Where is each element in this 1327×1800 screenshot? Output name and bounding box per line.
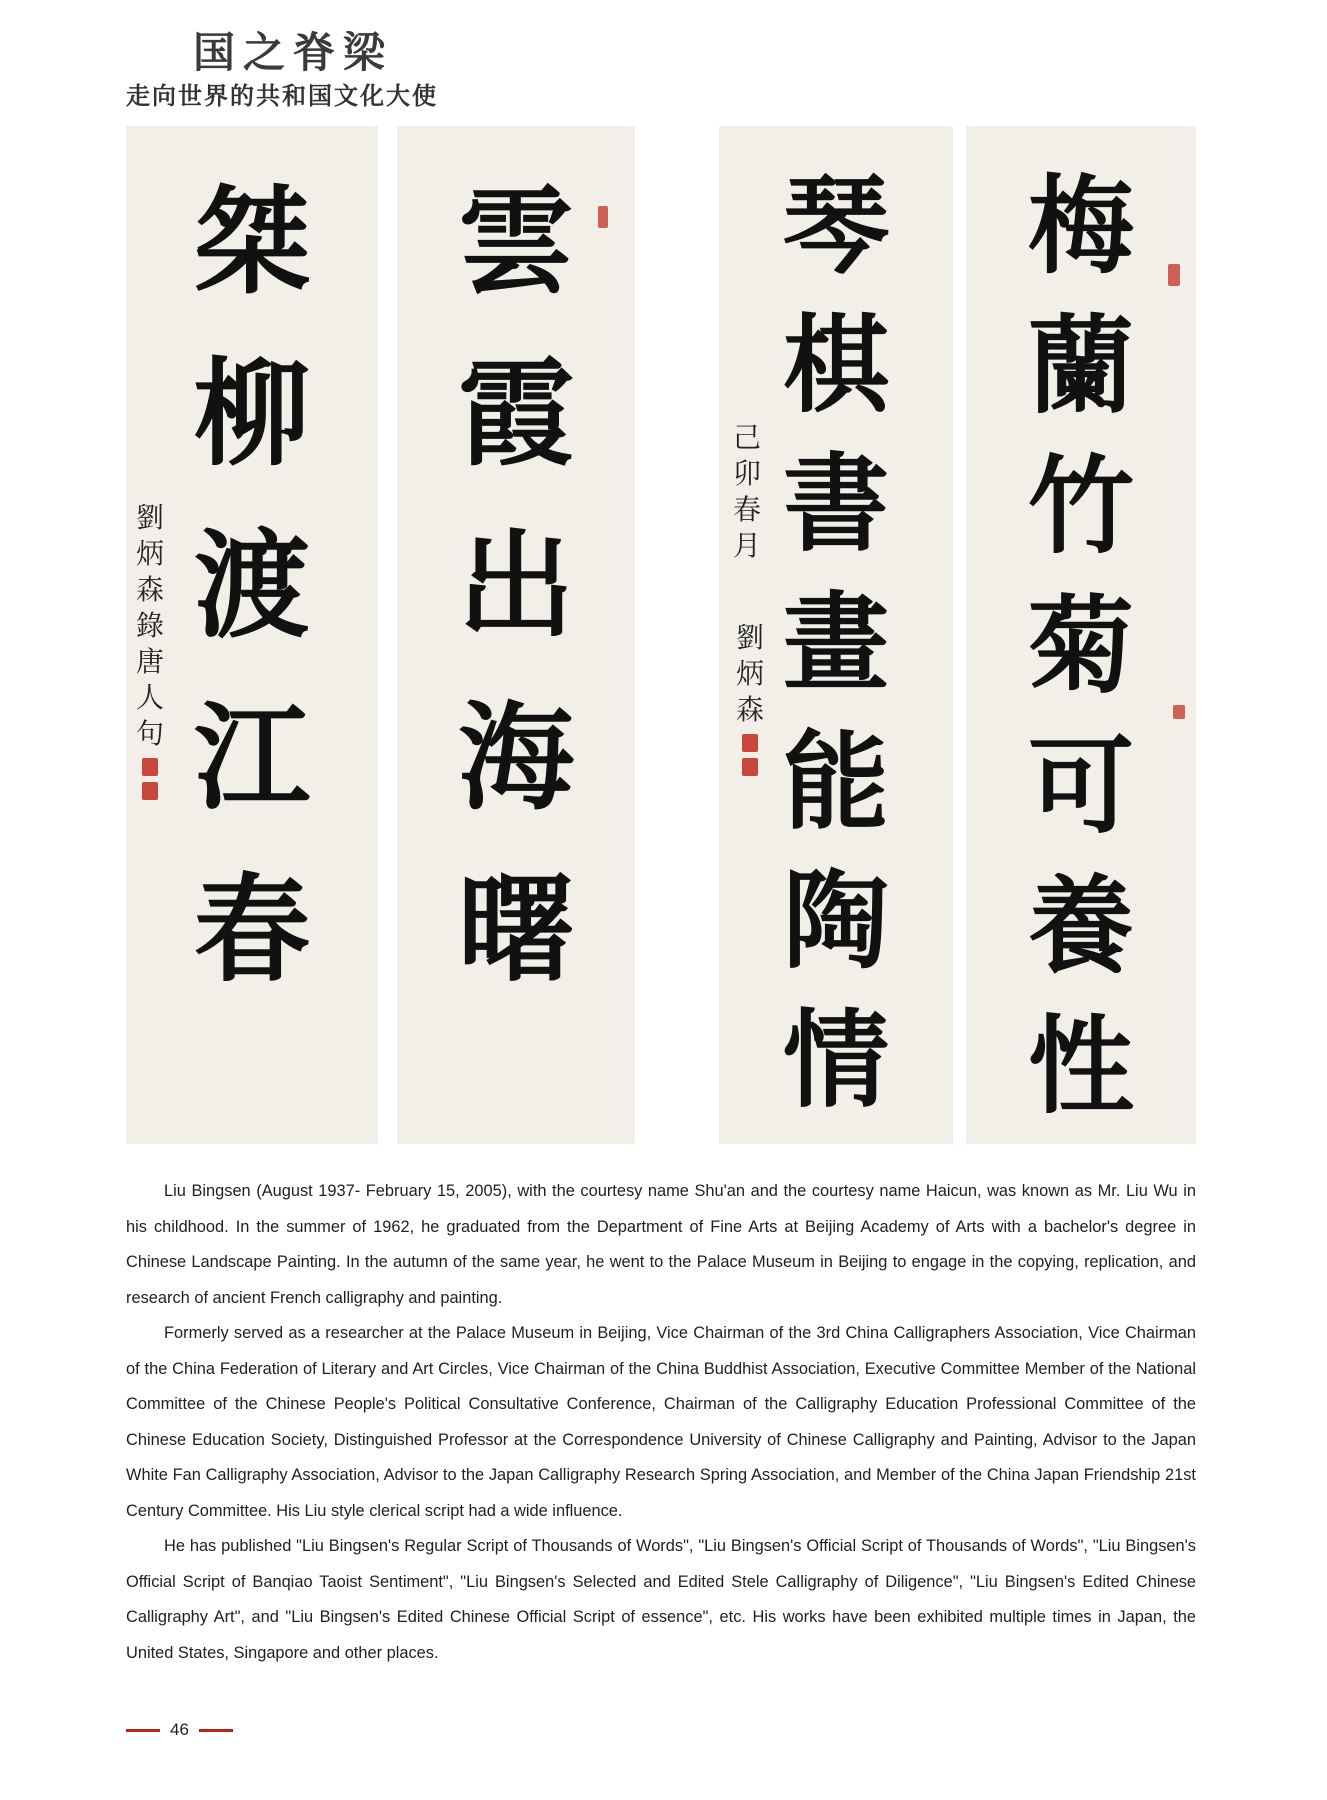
seal-stamp bbox=[1168, 264, 1180, 286]
folio-rule bbox=[126, 1729, 160, 1732]
scroll-character: 春 bbox=[194, 862, 310, 998]
body-paragraph: Liu Bingsen (August 1937- February 15, 2005), with the courtesy name Shu'an and the courtesy name Haicun, was known as Mr. Liu Wu in his childhood. In the summer of 1962, he graduated from the Department of Fine Arts at Beijing Academy of Arts with a bachelor's degree in Chinese Landscape Painting. In the autumn of the same year, he went to the Palace Museum in Beijing to engage in the copying, replication, and research of ancient French calligraphy and painting. bbox=[126, 1182, 1196, 1307]
signature-inscription-right bbox=[736, 620, 764, 776]
page-subtitle: 走向世界的共和国文化大使 bbox=[126, 81, 438, 110]
inscription-character: 森 bbox=[136, 573, 165, 606]
date-inscription-right bbox=[733, 420, 761, 564]
scroll-character: 棋 bbox=[783, 302, 889, 427]
scroll-character: 琴 bbox=[783, 163, 889, 288]
scroll-character: 養 bbox=[1028, 863, 1134, 988]
scroll-character: 雲 bbox=[458, 174, 574, 310]
seal-stamp bbox=[742, 734, 758, 752]
page-title: 国之脊梁 bbox=[193, 28, 394, 77]
scroll-character: 江 bbox=[194, 690, 310, 826]
body-paragraph: He has published "Liu Bingsen's Regular Script of Thousands of Words", "Liu Bingsen's Official Script of Thousands of Words", "Liu Bingsen's Official Script of Banqiao Taoist Sentiment", "Liu Bingsen's Selected and Edited Stele Calligraphy of Diligence", "Liu Bingsen's Edited Chinese Calligraphy Art", and "Liu Bingsen's Edited Chinese Official Script of essence", etc. His works have been exhibited multiple times in Japan, the United States, Singapore and other places. bbox=[126, 1537, 1196, 1662]
inscription-character: 劉 bbox=[736, 621, 765, 654]
scroll-characters bbox=[966, 156, 1196, 1136]
inscription-character: 春 bbox=[733, 493, 762, 526]
folio-rule bbox=[199, 1729, 233, 1732]
calligraphy-scroll-4 bbox=[966, 126, 1196, 1144]
scroll-character: 能 bbox=[783, 719, 889, 844]
page-number: 46 bbox=[170, 1720, 189, 1739]
scroll-character: 情 bbox=[783, 997, 889, 1122]
scroll-character: 蘭 bbox=[1028, 303, 1134, 428]
page-header bbox=[0, 0, 600, 120]
inscription-character: 月 bbox=[733, 529, 762, 562]
scroll-character: 霞 bbox=[458, 346, 574, 482]
seal-stamp bbox=[1173, 705, 1185, 719]
scroll-character: 梅 bbox=[1028, 163, 1134, 288]
scroll-character: 曙 bbox=[458, 862, 574, 998]
scroll-characters bbox=[397, 156, 635, 1016]
calligraphy-scroll-2 bbox=[397, 126, 635, 1144]
seal-stamp bbox=[142, 782, 158, 800]
scroll-character: 渡 bbox=[194, 518, 310, 654]
inscription-character: 唐 bbox=[136, 645, 165, 678]
signature-inscription-left bbox=[136, 500, 164, 800]
scroll-character: 畫 bbox=[783, 580, 889, 705]
inscription-character: 卯 bbox=[733, 457, 762, 490]
scroll-character: 海 bbox=[458, 690, 574, 826]
inscription-character: 炳 bbox=[736, 657, 765, 690]
scroll-character: 書 bbox=[783, 441, 889, 566]
scroll-character: 菊 bbox=[1028, 583, 1134, 708]
inscription-character: 己 bbox=[733, 421, 762, 454]
scroll-character: 柳 bbox=[194, 346, 310, 482]
scroll-character: 竹 bbox=[1028, 443, 1134, 568]
body-paragraph: Formerly served as a researcher at the Palace Museum in Beijing, Vice Chairman of the 3rd China Calligraphers Association, Vice Chairman of the China Federation of Literary and Art Circles, Vice Chairman of the China Buddhist Association, Executive Committee Member of the National Committee of the Chinese People's Political Consultative Conference, Chairman of the Calligraphy Education Professional Committee of the Chinese Education Society, Distinguished Professor at the Correspondence University of Chinese Calligraphy and Painting, Advisor to the Japan White Fan Calligraphy Association, Advisor to the Japan Calligraphy Research Spring Association, and Member of the China Japan Friendship 21st Century Committee. His Liu style clerical script had a wide influence. bbox=[126, 1324, 1196, 1520]
inscription-character: 劉 bbox=[136, 501, 165, 534]
scroll-character: 桀 bbox=[194, 174, 310, 310]
seal-stamp bbox=[598, 206, 608, 228]
scroll-character: 可 bbox=[1028, 723, 1134, 848]
biography-text bbox=[126, 1174, 1196, 1671]
page-footer bbox=[126, 1716, 233, 1744]
inscription-character: 句 bbox=[136, 717, 165, 750]
scroll-character: 陶 bbox=[783, 858, 889, 983]
scroll-character: 性 bbox=[1028, 1003, 1134, 1128]
inscription-character: 錄 bbox=[136, 609, 165, 642]
inscription-character: 炳 bbox=[136, 537, 165, 570]
inscription-character: 森 bbox=[736, 693, 765, 726]
inscription-character: 人 bbox=[136, 681, 165, 714]
seal-stamp bbox=[142, 758, 158, 776]
seal-stamp bbox=[742, 758, 758, 776]
scroll-character: 出 bbox=[458, 518, 574, 654]
